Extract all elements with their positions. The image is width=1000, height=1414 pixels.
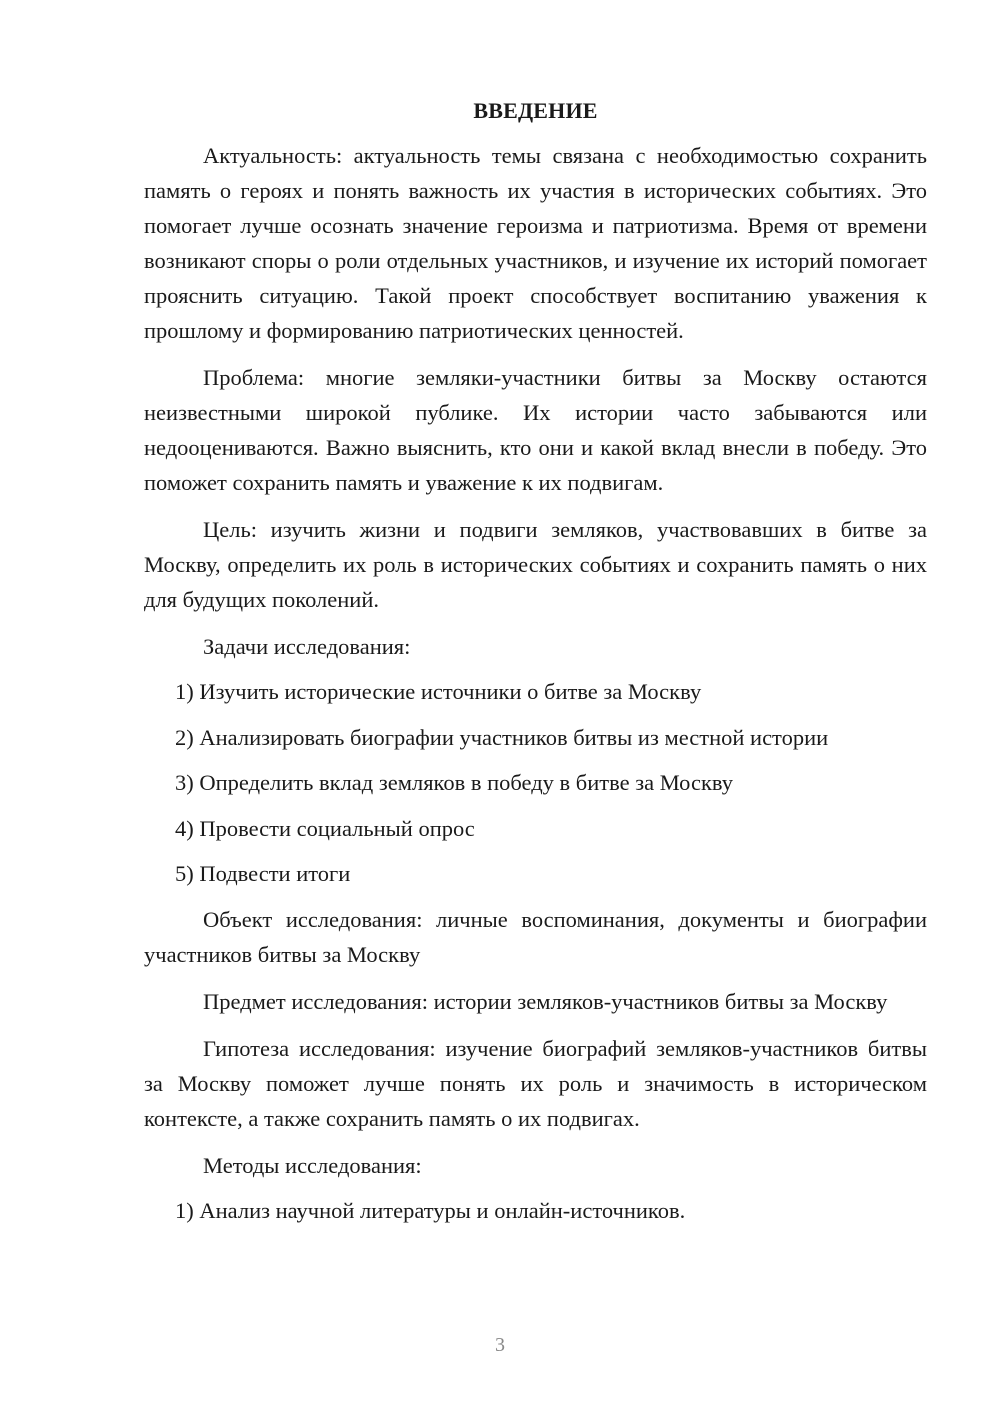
document-page (144, 96, 927, 1238)
methods-heading: Методы исследования: (203, 1152, 422, 1178)
page-title: ВВЕДЕНИЕ (473, 98, 598, 123)
method-item: 1) Анализ научной литературы и онлайн-источников. (175, 1197, 686, 1223)
tasks-list (144, 674, 927, 891)
task-item: 4) Провести социальный опрос (175, 815, 475, 841)
task-item: 3) Определить вклад земляков в победу в битве за Москву (175, 770, 733, 795)
goal-paragraph: Цель: изучить жизни и подвиги земляков, участвовавших в битве за Москву, определить их роль в исторических событиях и сохранить память о них для будущих поколений. (144, 517, 927, 612)
subject-paragraph: Предмет исследования: истории земляков-участников битвы за Москву (203, 988, 888, 1014)
tasks-heading: Задачи исследования: (203, 634, 411, 659)
hypothesis-paragraph: Гипотеза исследования: изучение биографий земляков-участников битвы за Москву поможет лучше понять их роль и значимость в историческом контексте, а также сохранить память о их подвигах. (144, 1035, 927, 1131)
object-paragraph: Объект исследования: личные воспоминания, документы и биографии участников битвы за Москву (144, 906, 927, 967)
task-item: 5) Подвести итоги (175, 861, 351, 886)
task-item: 1) Изучить исторические источники о битве за Москву (175, 679, 702, 704)
page-number: 3 (495, 1334, 505, 1356)
problem-paragraph: Проблема: многие земляки-участники битвы за Москву остаются неизвестными широкой публике. Их истории часто забываются или недооцениваются. Важно выяснить, кто они и какой вклад внесли в победу. Это поможет сохранить память и уважение к их подвигам. (144, 365, 927, 495)
task-item: 2) Анализировать биографии участников битвы из местной истории (175, 724, 829, 750)
methods-list (144, 1193, 927, 1228)
relevance-paragraph: Актуальность: актуальность темы связана с необходимостью сохранить память о героях и понять важность их участия в исторических событиях. Это помогает лучше осознать значение героизма и патриотизма. Время от времени возникают споры о роли отдельных участников, и изучение их историй помогает прояснить ситуацию. Такой проект способствует воспитанию уважения к прошлому и формированию патриотических ценностей. (144, 143, 927, 343)
